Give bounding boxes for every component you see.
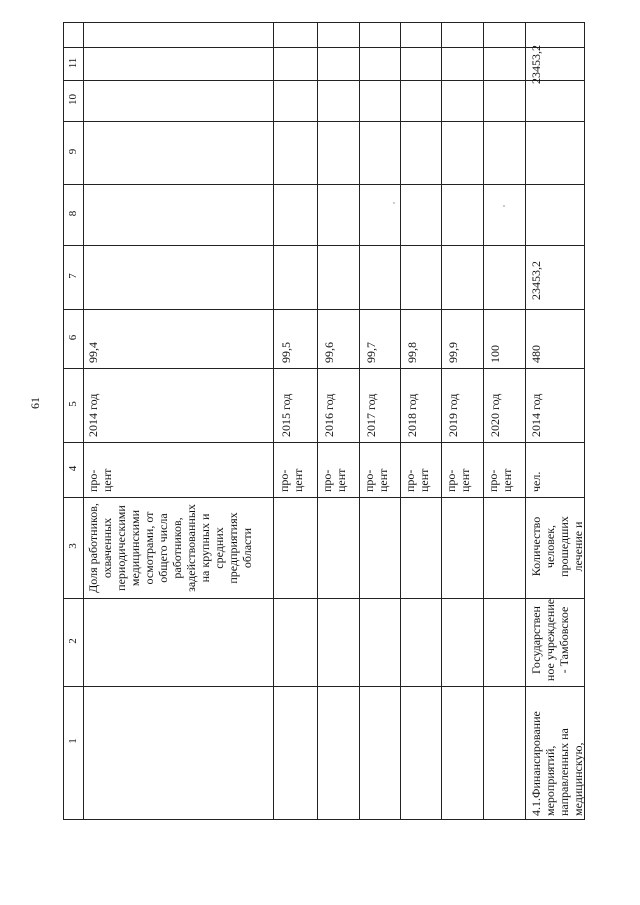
col-sep-11 (63, 47, 585, 48)
col-sep-9 (63, 121, 585, 122)
header-col-3: 3 (67, 543, 79, 549)
row-sep-6 (483, 22, 484, 820)
row-sep-2 (317, 22, 318, 820)
funding-total-cell: 23453,2 (529, 45, 543, 84)
measure-title: 4.1.Финансирование мероприятий, направленных на медицинскую, (529, 711, 585, 816)
header-col-6: 6 (67, 334, 79, 341)
year-cell: 2017 год (364, 393, 378, 437)
page-number: 61 (28, 397, 42, 409)
col-sep-2 (63, 598, 585, 599)
unit-cell: про- цент (86, 468, 114, 492)
unit-cell: чел. (529, 471, 543, 492)
year-cell: 2019 год (446, 393, 460, 437)
header-col-4: 4 (67, 465, 79, 472)
indicator-description: Количество человек, прошедших лечение и (529, 516, 585, 577)
header-col-2: 2 (67, 638, 79, 644)
year-cell: 2014 год (86, 393, 100, 437)
data-table (63, 22, 585, 820)
header-col-9: 9 (67, 148, 79, 155)
value-cell: 99,5 (279, 342, 293, 363)
table-border-top (63, 22, 585, 23)
responsible-agency: Государствен ное учреждение - Тамбовское (529, 598, 571, 682)
header-col-1: 1 (67, 738, 79, 744)
funding-cell: 23453,2 (529, 261, 543, 300)
col-sep-10 (63, 80, 585, 81)
value-cell: 99,4 (86, 342, 100, 363)
value-cell: 99,7 (364, 342, 378, 363)
indicator-description: Доля работников, охваченных периодическими медицинскими осмотрами, от общего числа работников, задействованных на крупных и средних предприятиях области (86, 503, 254, 593)
col-sep-7 (63, 245, 585, 246)
value-cell: 99,9 (446, 342, 460, 363)
value-cell: 480 (529, 345, 543, 363)
scan-speck (393, 202, 395, 204)
value-cell: 99,8 (405, 342, 419, 363)
unit-cell: про- цент (277, 468, 305, 492)
header-col-10: 10 (67, 94, 79, 105)
value-cell: 100 (488, 345, 502, 363)
year-cell: 2014 год (529, 393, 543, 437)
unit-cell: про- цент (320, 468, 348, 492)
year-cell: 2015 год (279, 393, 293, 437)
row-sep-3 (359, 22, 360, 820)
header-col-11: 11 (67, 57, 79, 69)
unit-cell: про- цент (486, 468, 514, 492)
value-cell: 99,6 (322, 342, 336, 363)
header-col-7: 7 (67, 273, 79, 279)
unit-cell: про- цент (444, 468, 472, 492)
row-sep-7 (525, 22, 526, 820)
row-sep-4 (400, 22, 401, 820)
col-sep-8 (63, 184, 585, 185)
col-sep-3 (63, 497, 585, 498)
unit-cell: про- цент (403, 468, 431, 492)
year-cell: 2018 год (405, 393, 419, 437)
scan-speck (503, 205, 505, 207)
table-border-left (63, 22, 64, 820)
unit-cell: про- цент (362, 468, 390, 492)
col-sep-1 (63, 686, 585, 687)
year-cell: 2016 год (322, 393, 336, 437)
row-sep-header (83, 22, 84, 820)
year-cell: 2020 год (488, 393, 502, 437)
table-border-bottom (63, 819, 585, 820)
row-sep-5 (441, 22, 442, 820)
row-sep-1 (273, 22, 274, 820)
header-col-8: 8 (67, 210, 79, 217)
header-col-5: 5 (67, 401, 79, 407)
